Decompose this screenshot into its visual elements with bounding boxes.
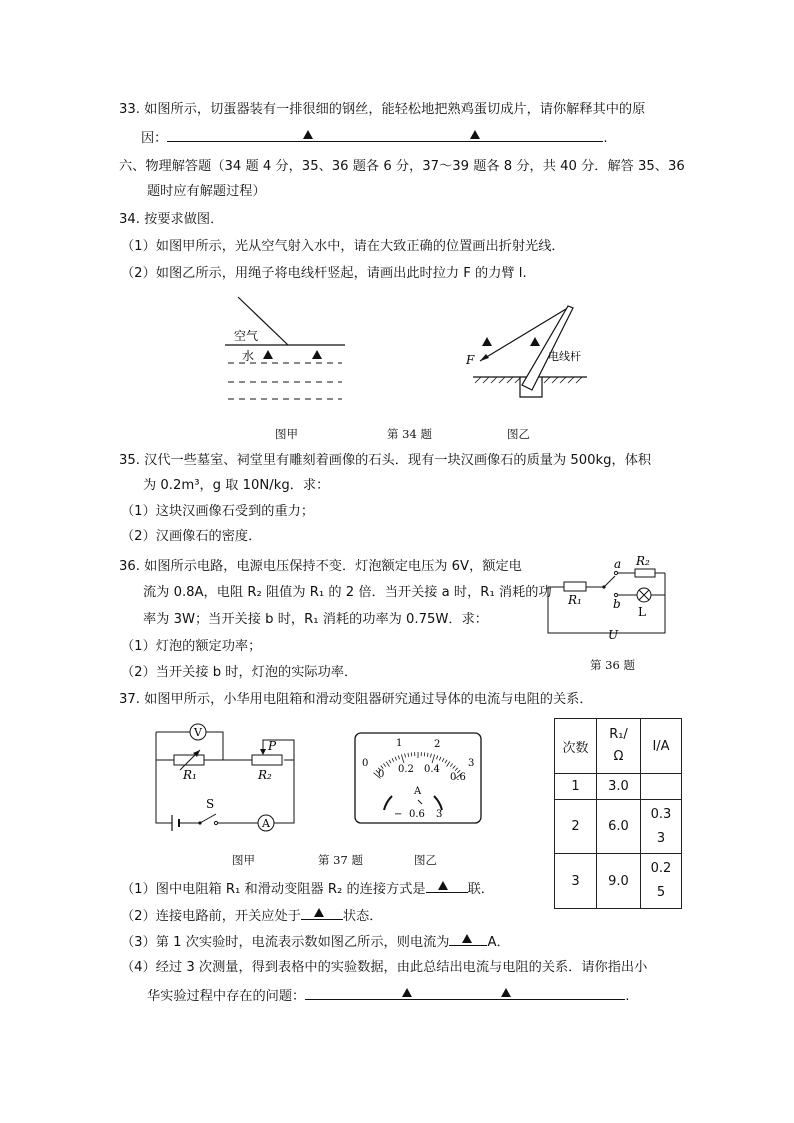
r2-label: R₂ [258, 768, 272, 782]
answer-marker-icon [438, 881, 448, 890]
terminal-0-6: 0.6 [409, 809, 425, 820]
q37-part1-blank[interactable] [426, 878, 468, 893]
row2-resistance: 6.0 [597, 800, 641, 854]
q33-line1: 33. 如图所示，切蛋器装有一排很细的钢丝，能轻松地把熟鸡蛋切成片，请你解释其中的原 [119, 102, 646, 117]
q34-caption-left: 图甲 [275, 427, 298, 441]
r2-label: R₂ [636, 554, 650, 568]
upper-scale-3: 3 [468, 758, 475, 769]
section6-line1: 六、物理解答题（34 题 4 分，35、36 题各 6 分，37～39 题各 8 分，共 40 分．解答 35、36 [119, 159, 685, 174]
q33-answer-blank[interactable] [167, 127, 603, 142]
q37-stem: 37. 如图甲所示，小华用电阻箱和滑动变阻器研究通过导体的电流与电阻的关系． [119, 692, 593, 707]
q37-part4-blank[interactable] [305, 985, 625, 1000]
q34-part1: （1）如图甲所示，光从空气射入水中，请在大致正确的位置画出折射光线． [121, 239, 565, 254]
answer-marker-icon [312, 350, 322, 359]
q36-line3: 率为 3W；当开关接 b 时，R₁ 消耗的功率为 0.75W．求： [143, 612, 488, 627]
terminal-negative: − [394, 809, 403, 820]
answer-marker-icon [402, 988, 412, 997]
b-label: b [613, 597, 621, 611]
answer-marker-icon [462, 934, 472, 943]
lower-scale-0: 0 [378, 769, 385, 780]
q35-part1: （1）这块汉画像石受到的重力； [121, 504, 315, 519]
q37-part4-line2: 华实验过程中存在的问题： . [147, 985, 629, 1007]
row1-trial: 1 [555, 774, 597, 800]
q33-prefix: 因： [141, 131, 168, 146]
answer-marker-icon [263, 350, 273, 359]
q37-part2-blank[interactable] [301, 905, 343, 920]
q35-part2: （2）汉画像石的密度． [121, 529, 262, 544]
water-label: 水 [242, 349, 255, 363]
pole-label: 电线杆 [548, 350, 581, 363]
q37-part1: （1）图中电阻箱 R₁ 和滑动变阻器 R₂ 的连接方式是 联． [121, 878, 494, 900]
answer-marker-icon [530, 337, 540, 346]
row3-resistance: 9.0 [597, 854, 641, 909]
q37-circuit [150, 722, 300, 832]
upper-scale-1: 1 [396, 738, 403, 749]
header-trial: 次数 [555, 719, 597, 774]
row3-trial: 3 [555, 854, 597, 909]
upper-scale-0: 0 [362, 758, 369, 769]
ammeter-dial [354, 732, 482, 824]
header-current: I/A [641, 719, 682, 774]
q36-circuit [540, 553, 675, 643]
row1-current [641, 774, 682, 800]
force-label: F [466, 353, 475, 367]
q34-figure-yi [460, 300, 595, 400]
upper-scale-2: 2 [434, 739, 441, 750]
answer-marker-icon [501, 988, 511, 997]
section6-line2: 题时应有解题过程） [147, 184, 266, 199]
row2-current: 0.3 3 [641, 800, 682, 854]
q36-caption: 第 36 题 [590, 658, 635, 672]
q35-line2: 为 0.2m³，g 取 10N/kg．求： [143, 478, 330, 493]
resistor-r2 [635, 569, 655, 577]
resistance-box [174, 755, 204, 765]
lower-scale-2: 0.4 [424, 764, 440, 775]
lamp-label: L [638, 605, 646, 619]
voltmeter-label: V [194, 726, 202, 739]
q34-figure-jia [220, 295, 360, 410]
switch-label: S [206, 797, 215, 811]
air-label: 空气 [234, 329, 259, 343]
q34-caption-right: 图乙 [507, 427, 530, 441]
q36-line1: 36. 如图所示电路，电源电压保持不变．灯泡额定电压为 6V，额定电 [119, 559, 522, 574]
q34-caption-center: 第 34 题 [387, 427, 432, 441]
q37-part2: （2）连接电路前，开关应处于 状态． [121, 905, 382, 927]
meter-unit: A [414, 786, 422, 797]
switch-icon [200, 814, 216, 823]
answer-marker-icon [303, 130, 313, 139]
q37-part3: （3）第 1 次实验时，电流表示数如图乙所示，则电流为 A． [121, 931, 510, 953]
q37-caption-left: 图甲 [232, 853, 255, 867]
q37-part4-line1: （4）经过 3 次测量，得到表格中的实验数据，由此总结出电流与电阻的关系．请你指出小 [121, 960, 648, 975]
row3-current: 0.2 5 [641, 854, 682, 909]
q36-line2: 流为 0.8A，电阻 R₂ 阻值为 R₁ 的 2 倍．当开关接 a 时，R₁ 消耗的功 [143, 585, 552, 600]
r1-label: R₁ [183, 768, 197, 782]
ammeter-label: A [262, 817, 270, 830]
header-resistance: R₁/ Ω [597, 719, 641, 774]
q36-part2: （2）当开关接 b 时，灯泡的实际功率． [121, 665, 358, 680]
q37-caption-center: 第 37 题 [318, 853, 363, 867]
q34-part2: （2）如图乙所示，用绳子将电线杆竖起，请画出此时拉力 F 的力臂 l. [121, 266, 527, 281]
q37-data-table [554, 718, 682, 909]
q33-end: . [603, 131, 608, 146]
row2-trial: 2 [555, 800, 597, 854]
q34-stem: 34. 按要求做图． [119, 212, 224, 227]
switch-blade [604, 576, 615, 587]
resistor-r1 [564, 582, 586, 591]
answer-marker-icon [314, 908, 324, 917]
r1-label: R₁ [568, 593, 582, 607]
q37-caption-right: 图乙 [414, 853, 437, 867]
q36-part1: （1）灯泡的额定功率； [121, 639, 262, 654]
terminal-3: 3 [436, 809, 443, 820]
answer-marker-icon [470, 130, 480, 139]
lower-scale-3: 0.6 [450, 772, 466, 783]
rheostat [252, 755, 282, 765]
u-label: U [608, 628, 619, 642]
q35-line1: 35. 汉代一些墓室、祠堂里有雕刻着画像的石头．现有一块汉画像石的质量为 500kg，体积 [119, 453, 652, 468]
q33-line2 [141, 127, 608, 149]
lower-scale-1: 0.2 [398, 764, 414, 775]
row1-resistance: 3.0 [597, 774, 641, 800]
slider-p-label: P [268, 739, 277, 753]
q37-part3-blank[interactable] [449, 931, 487, 946]
a-label: a [614, 557, 622, 571]
answer-marker-icon [482, 337, 492, 346]
